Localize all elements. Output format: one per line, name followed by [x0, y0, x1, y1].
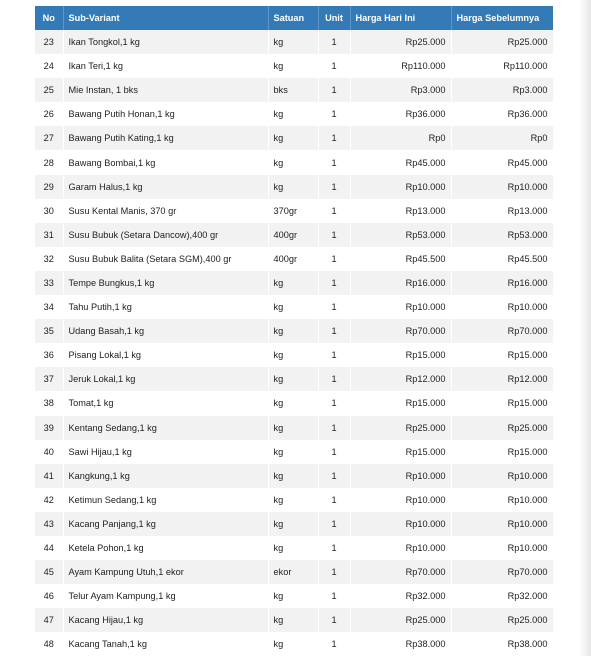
- cell-no: 39: [35, 416, 63, 440]
- table-row: [35, 295, 553, 319]
- cell-sub-variant: Ayam Kampung Utuh,1 ekor: [63, 560, 268, 584]
- cell-unit: 1: [318, 247, 350, 271]
- cell-sub-variant: Bawang Bombai,1 kg: [63, 150, 268, 174]
- cell-satuan: kg: [268, 536, 318, 560]
- cell-satuan: 370gr: [268, 199, 318, 223]
- cell-harga-hari-ini: Rp36.000: [350, 102, 451, 126]
- cell-unit: 1: [318, 343, 350, 367]
- cell-harga-hari-ini: Rp15.000: [350, 391, 451, 415]
- cell-harga-hari-ini: Rp10.000: [350, 536, 451, 560]
- cell-harga-hari-ini: Rp0: [350, 126, 451, 150]
- cell-no: 26: [35, 102, 63, 126]
- table-row: [35, 30, 553, 54]
- cell-no: 33: [35, 271, 63, 295]
- cell-harga-hari-ini: Rp32.000: [350, 584, 451, 608]
- cell-sub-variant: Mie Instan, 1 bks: [63, 78, 268, 102]
- cell-sub-variant: Ikan Tongkol,1 kg: [63, 30, 268, 54]
- cell-satuan: kg: [268, 632, 318, 656]
- column-header-harga-sebelumnya[interactable]: Harga Sebelumnya: [451, 6, 553, 30]
- cell-harga-sebelumnya: Rp10.000: [451, 464, 553, 488]
- cell-harga-hari-ini: Rp10.000: [350, 464, 451, 488]
- table-row: [35, 199, 553, 223]
- cell-harga-hari-ini: Rp16.000: [350, 271, 451, 295]
- cell-no: 36: [35, 343, 63, 367]
- cell-sub-variant: Tomat,1 kg: [63, 391, 268, 415]
- cell-harga-hari-ini: Rp25.000: [350, 30, 451, 54]
- cell-harga-sebelumnya: Rp45.000: [451, 150, 553, 174]
- table-row: [35, 343, 553, 367]
- cell-harga-sebelumnya: Rp10.000: [451, 512, 553, 536]
- cell-satuan: kg: [268, 391, 318, 415]
- cell-harga-sebelumnya: Rp10.000: [451, 175, 553, 199]
- cell-no: 38: [35, 391, 63, 415]
- cell-satuan: kg: [268, 150, 318, 174]
- cell-no: 44: [35, 536, 63, 560]
- cell-no: 47: [35, 608, 63, 632]
- cell-unit: 1: [318, 560, 350, 584]
- cell-harga-hari-ini: Rp10.000: [350, 488, 451, 512]
- cell-harga-sebelumnya: Rp3.000: [451, 78, 553, 102]
- cell-unit: 1: [318, 295, 350, 319]
- column-header-unit[interactable]: Unit: [318, 6, 350, 30]
- table-row: [35, 560, 553, 584]
- cell-sub-variant: Bawang Putih Honan,1 kg: [63, 102, 268, 126]
- cell-satuan: kg: [268, 126, 318, 150]
- cell-sub-variant: Tempe Bungkus,1 kg: [63, 271, 268, 295]
- table-row: [35, 584, 553, 608]
- table-row: [35, 632, 553, 656]
- table-body: [35, 30, 553, 656]
- cell-satuan: kg: [268, 416, 318, 440]
- cell-no: 46: [35, 584, 63, 608]
- table-row: [35, 223, 553, 247]
- cell-unit: 1: [318, 199, 350, 223]
- cell-sub-variant: Susu Bubuk (Setara Dancow),400 gr: [63, 223, 268, 247]
- table-row: [35, 391, 553, 415]
- cell-harga-sebelumnya: Rp36.000: [451, 102, 553, 126]
- cell-harga-hari-ini: Rp15.000: [350, 343, 451, 367]
- cell-harga-hari-ini: Rp12.000: [350, 367, 451, 391]
- cell-satuan: kg: [268, 608, 318, 632]
- cell-no: 43: [35, 512, 63, 536]
- table-row: [35, 488, 553, 512]
- cell-satuan: kg: [268, 271, 318, 295]
- table-row: [35, 464, 553, 488]
- table-row: [35, 319, 553, 343]
- cell-no: 45: [35, 560, 63, 584]
- cell-harga-sebelumnya: Rp10.000: [451, 536, 553, 560]
- cell-no: 31: [35, 223, 63, 247]
- cell-harga-sebelumnya: Rp15.000: [451, 440, 553, 464]
- cell-no: 34: [35, 295, 63, 319]
- cell-no: 48: [35, 632, 63, 656]
- cell-satuan: kg: [268, 464, 318, 488]
- cell-no: 29: [35, 175, 63, 199]
- column-header-sub-variant[interactable]: Sub-Variant: [63, 6, 268, 30]
- cell-harga-sebelumnya: Rp0: [451, 126, 553, 150]
- cell-no: 40: [35, 440, 63, 464]
- cell-harga-sebelumnya: Rp13.000: [451, 199, 553, 223]
- cell-harga-sebelumnya: Rp25.000: [451, 416, 553, 440]
- cell-harga-hari-ini: Rp70.000: [350, 560, 451, 584]
- cell-no: 32: [35, 247, 63, 271]
- cell-harga-hari-ini: Rp25.000: [350, 416, 451, 440]
- cell-harga-sebelumnya: Rp12.000: [451, 367, 553, 391]
- cell-sub-variant: Tahu Putih,1 kg: [63, 295, 268, 319]
- cell-unit: 1: [318, 536, 350, 560]
- cell-sub-variant: Kacang Panjang,1 kg: [63, 512, 268, 536]
- cell-harga-sebelumnya: Rp70.000: [451, 319, 553, 343]
- cell-unit: 1: [318, 319, 350, 343]
- table-row: [35, 54, 553, 78]
- cell-unit: 1: [318, 512, 350, 536]
- cell-unit: 1: [318, 584, 350, 608]
- cell-harga-sebelumnya: Rp110.000: [451, 54, 553, 78]
- cell-satuan: 400gr: [268, 247, 318, 271]
- cell-sub-variant: Bawang Putih Kating,1 kg: [63, 126, 268, 150]
- cell-satuan: kg: [268, 102, 318, 126]
- cell-harga-sebelumnya: Rp32.000: [451, 584, 553, 608]
- cell-harga-sebelumnya: Rp15.000: [451, 343, 553, 367]
- cell-unit: 1: [318, 464, 350, 488]
- cell-sub-variant: Ikan Teri,1 kg: [63, 54, 268, 78]
- table-row: [35, 247, 553, 271]
- cell-harga-sebelumnya: Rp25.000: [451, 30, 553, 54]
- cell-harga-sebelumnya: Rp15.000: [451, 391, 553, 415]
- cell-harga-sebelumnya: Rp16.000: [451, 271, 553, 295]
- cell-satuan: kg: [268, 584, 318, 608]
- cell-harga-sebelumnya: Rp38.000: [451, 632, 553, 656]
- cell-satuan: kg: [268, 319, 318, 343]
- cell-sub-variant: Kacang Tanah,1 kg: [63, 632, 268, 656]
- cell-unit: 1: [318, 150, 350, 174]
- cell-no: 23: [35, 30, 63, 54]
- cell-unit: 1: [318, 175, 350, 199]
- cell-unit: 1: [318, 416, 350, 440]
- cell-sub-variant: Telur Ayam Kampung,1 kg: [63, 584, 268, 608]
- page-edge-shadow: [579, 0, 591, 656]
- cell-harga-sebelumnya: Rp53.000: [451, 223, 553, 247]
- cell-unit: 1: [318, 632, 350, 656]
- cell-harga-hari-ini: Rp10.000: [350, 512, 451, 536]
- cell-harga-hari-ini: Rp3.000: [350, 78, 451, 102]
- cell-satuan: 400gr: [268, 223, 318, 247]
- cell-harga-sebelumnya: Rp70.000: [451, 560, 553, 584]
- cell-satuan: kg: [268, 367, 318, 391]
- column-header-satuan[interactable]: Satuan: [268, 6, 318, 30]
- cell-unit: 1: [318, 367, 350, 391]
- cell-unit: 1: [318, 488, 350, 512]
- cell-unit: 1: [318, 271, 350, 295]
- table-row: [35, 150, 553, 174]
- cell-harga-hari-ini: Rp10.000: [350, 295, 451, 319]
- cell-harga-hari-ini: Rp70.000: [350, 319, 451, 343]
- cell-satuan: kg: [268, 488, 318, 512]
- cell-harga-hari-ini: Rp25.000: [350, 608, 451, 632]
- cell-no: 42: [35, 488, 63, 512]
- cell-unit: 1: [318, 223, 350, 247]
- cell-no: 27: [35, 126, 63, 150]
- cell-satuan: kg: [268, 343, 318, 367]
- cell-sub-variant: Kangkung,1 kg: [63, 464, 268, 488]
- cell-sub-variant: Susu Bubuk Balita (Setara SGM),400 gr: [63, 247, 268, 271]
- cell-unit: 1: [318, 440, 350, 464]
- table-row: [35, 102, 553, 126]
- cell-sub-variant: Ketimun Sedang,1 kg: [63, 488, 268, 512]
- cell-no: 41: [35, 464, 63, 488]
- cell-sub-variant: Susu Kental Manis, 370 gr: [63, 199, 268, 223]
- header-row: [35, 6, 553, 30]
- cell-sub-variant: Garam Halus,1 kg: [63, 175, 268, 199]
- cell-no: 35: [35, 319, 63, 343]
- cell-satuan: kg: [268, 54, 318, 78]
- table-header: [35, 6, 553, 30]
- cell-harga-hari-ini: Rp13.000: [350, 199, 451, 223]
- cell-harga-hari-ini: Rp110.000: [350, 54, 451, 78]
- table-row: [35, 367, 553, 391]
- cell-no: 37: [35, 367, 63, 391]
- cell-sub-variant: Sawi Hijau,1 kg: [63, 440, 268, 464]
- table-row: [35, 536, 553, 560]
- cell-harga-hari-ini: Rp53.000: [350, 223, 451, 247]
- cell-satuan: kg: [268, 512, 318, 536]
- cell-harga-sebelumnya: Rp25.000: [451, 608, 553, 632]
- cell-unit: 1: [318, 102, 350, 126]
- column-header-harga-hari-ini[interactable]: Harga Hari Ini: [350, 6, 451, 30]
- cell-satuan: kg: [268, 30, 318, 54]
- cell-satuan: kg: [268, 175, 318, 199]
- cell-sub-variant: Udang Basah,1 kg: [63, 319, 268, 343]
- cell-unit: 1: [318, 30, 350, 54]
- cell-no: 28: [35, 150, 63, 174]
- table-row: [35, 126, 553, 150]
- cell-satuan: kg: [268, 440, 318, 464]
- table-row: [35, 608, 553, 632]
- table-row: [35, 416, 553, 440]
- cell-harga-hari-ini: Rp15.000: [350, 440, 451, 464]
- cell-sub-variant: Kentang Sedang,1 kg: [63, 416, 268, 440]
- cell-no: 25: [35, 78, 63, 102]
- price-table: [35, 6, 554, 656]
- cell-no: 30: [35, 199, 63, 223]
- cell-harga-hari-ini: Rp45.500: [350, 247, 451, 271]
- cell-unit: 1: [318, 78, 350, 102]
- cell-unit: 1: [318, 126, 350, 150]
- cell-sub-variant: Pisang Lokal,1 kg: [63, 343, 268, 367]
- cell-harga-sebelumnya: Rp45.500: [451, 247, 553, 271]
- cell-harga-hari-ini: Rp45.000: [350, 150, 451, 174]
- cell-satuan: ekor: [268, 560, 318, 584]
- table-row: [35, 78, 553, 102]
- cell-harga-sebelumnya: Rp10.000: [451, 488, 553, 512]
- cell-harga-hari-ini: Rp10.000: [350, 175, 451, 199]
- table-row: [35, 271, 553, 295]
- cell-unit: 1: [318, 391, 350, 415]
- table-row: [35, 175, 553, 199]
- cell-harga-sebelumnya: Rp10.000: [451, 295, 553, 319]
- table-row: [35, 512, 553, 536]
- cell-unit: 1: [318, 54, 350, 78]
- cell-unit: 1: [318, 608, 350, 632]
- cell-sub-variant: Jeruk Lokal,1 kg: [63, 367, 268, 391]
- column-header-no[interactable]: No: [35, 6, 63, 30]
- cell-no: 24: [35, 54, 63, 78]
- cell-sub-variant: Kacang Hijau,1 kg: [63, 608, 268, 632]
- cell-satuan: kg: [268, 295, 318, 319]
- table-row: [35, 440, 553, 464]
- cell-sub-variant: Ketela Pohon,1 kg: [63, 536, 268, 560]
- cell-satuan: bks: [268, 78, 318, 102]
- cell-harga-hari-ini: Rp38.000: [350, 632, 451, 656]
